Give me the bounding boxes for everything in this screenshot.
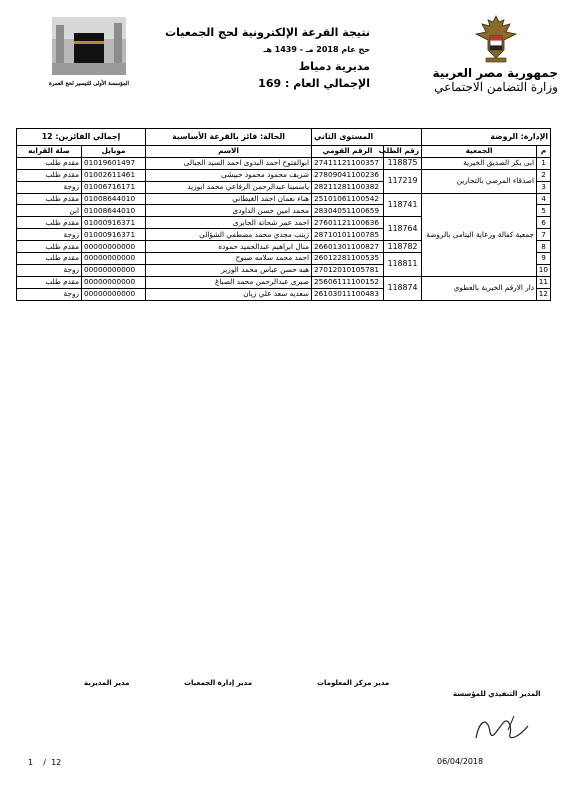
sig-governorate: مدير المديرية [84,679,130,687]
mobile: 00000000000 [82,264,146,276]
grand-total [185,75,370,92]
row-index: 8 [537,241,551,253]
col-header-relation: صلة القرابه [17,146,82,158]
national-id: 28211281100382 [312,181,384,193]
status-label: الحالة: فائز بالقرعة الأساسية [146,129,312,146]
page-total: 12 [51,758,62,767]
mobile: 00000000000 [82,288,146,300]
governorate-label: مديرية دمياط [298,60,370,73]
level-label: المستوى الثاني [312,129,422,146]
relation: مقدم طلب [17,157,82,169]
national-id: 25101061100542 [312,193,384,205]
report-title: نتيجة القرعة الإلكترونية لحج الجمعيات [165,26,370,39]
association-cell: دار الارقم الخيرية بالعطوي [422,276,537,300]
relation: مقدم طلب [17,253,82,265]
request-number: 118874 [384,276,422,300]
grand-total-value: 169 [258,77,282,90]
row-index: 12 [537,288,551,300]
mobile: 01008644010 [82,193,146,205]
row-index: 11 [537,276,551,288]
kaaba-caption: المؤسسة الأولى للتيسير لحج العمرة [48,81,129,87]
table-header [17,146,551,158]
row-index: 10 [537,264,551,276]
ministry-logo [434,14,558,106]
request-number: 118811 [384,253,422,277]
grand-total-label: الإجمالي العام : [284,77,370,90]
kaaba-logo [48,17,129,103]
person-name: شريف محمود محمود حبيشى [146,169,312,181]
association-cell: جمعية كفالة ورعاية اليتامى بالروضة [422,193,537,276]
relation: مقدم طلب [17,169,82,181]
report-title-block [165,24,370,92]
report-subtitle: حج عام 2018 مـ - 1439 هـ [263,45,370,54]
table-row [17,169,551,181]
person-name: سعديه سعد علي زيان [146,288,312,300]
mobile: 01002611461 [82,169,146,181]
row-index: 6 [537,217,551,229]
row-index: 1 [537,157,551,169]
relation: زوجة [17,229,82,241]
winners-table [16,128,551,301]
request-number: 117219 [384,169,422,193]
winners-total-value: 12 [41,132,53,141]
table-row [17,157,551,169]
association-cell: اصدقاء المرضي بالتجارين [422,169,537,193]
eagle-icon [474,14,518,64]
org-country: جمهورية مصر العربية [432,66,558,80]
relation: مقدم طلب [17,241,82,253]
person-name: هبه حسن عباس محمد الوزير [146,264,312,276]
national-id: 26601301100827 [312,241,384,253]
person-name: هناء نعمان احمد الغيطاني [146,193,312,205]
sig-executive: المدير التنفيذي للمؤسسة [453,690,541,698]
winners-total-label: إجمالي الفائزين: [55,132,121,141]
page-indicator [28,758,61,767]
col-header-index: م [537,146,551,158]
sig-info-center: مدير مركز المعلومات [317,679,390,687]
mobile: 00000000000 [82,241,146,253]
relation: مقدم طلب [17,193,82,205]
table-row [17,276,551,288]
relation: مقدم طلب [17,217,82,229]
national-id: 27809041100236 [312,169,384,181]
request-number: 118782 [384,241,422,253]
col-header-name: الاسم [146,146,312,158]
relation: زوجة [17,181,82,193]
request-number: 118875 [384,157,422,169]
row-index: 9 [537,253,551,265]
person-name: احمد عمر شحاته الجابرى [146,217,312,229]
col-header-national-id: الرقم القومي [312,146,384,158]
table-row [17,193,551,205]
winners-total [17,129,146,146]
national-id: 27411121100357 [312,157,384,169]
org-ministry: وزارة التضامن الاجتماعي [434,80,558,94]
mobile: 00000000000 [82,253,146,265]
national-id: 28304051100659 [312,205,384,217]
relation: زوجة [17,264,82,276]
national-id: 28710101100785 [312,229,384,241]
person-name: محمد امين حسن الداودى [146,205,312,217]
row-index: 2 [537,169,551,181]
national-id: 26012281100535 [312,253,384,265]
col-header-request: رقم الطلب [384,146,422,158]
national-id: 26103011100483 [312,288,384,300]
signature-scribble [468,708,538,748]
person-name: منال ابراهيم عبدالحميد حموده [146,241,312,253]
page-current: 1 [28,758,34,767]
relation: مقدم طلب [17,276,82,288]
mobile: 01008644010 [82,205,146,217]
col-header-association: الجمعية [422,146,537,158]
row-index: 7 [537,229,551,241]
person-name: زينب مجدي محمد مصطفي الشؤالى [146,229,312,241]
row-index: 3 [537,181,551,193]
mobile: 00000000000 [82,276,146,288]
info-row [17,129,551,146]
sig-assoc-admin: مدير إدارة الجمعيات [184,679,253,687]
person-name: ياسمينا عبدالرحمن الرفاعي محمد ابوزيد [146,181,312,193]
national-id: 25606111100152 [312,276,384,288]
relation: زوجة [17,288,82,300]
page-separator: / [43,758,46,767]
mobile: 01019601497 [82,157,146,169]
mobile: 01006716171 [82,181,146,193]
relation: ابن [17,205,82,217]
mobile: 01000916371 [82,229,146,241]
mobile: 01000916371 [82,217,146,229]
national-id: 27012010105781 [312,264,384,276]
person-name: احمد محمد سلامه صبوح [146,253,312,265]
national-id: 27601121100636 [312,217,384,229]
col-header-mobile: موبايل [82,146,146,158]
request-number: 118741 [384,193,422,217]
admin-label: الإدارة: الروضة [422,129,551,146]
row-index: 4 [537,193,551,205]
request-number: 118764 [384,217,422,241]
person-name: صبرى عبدالرحمن محمد الصباغ [146,276,312,288]
print-date: 06/04/2018 [437,757,484,766]
row-index: 5 [537,205,551,217]
person-name: ابوالفتوح احمد البدوى احمد السيد الجبالى [146,157,312,169]
association-cell: ابى بكر الصديق الخيرية [422,157,537,169]
